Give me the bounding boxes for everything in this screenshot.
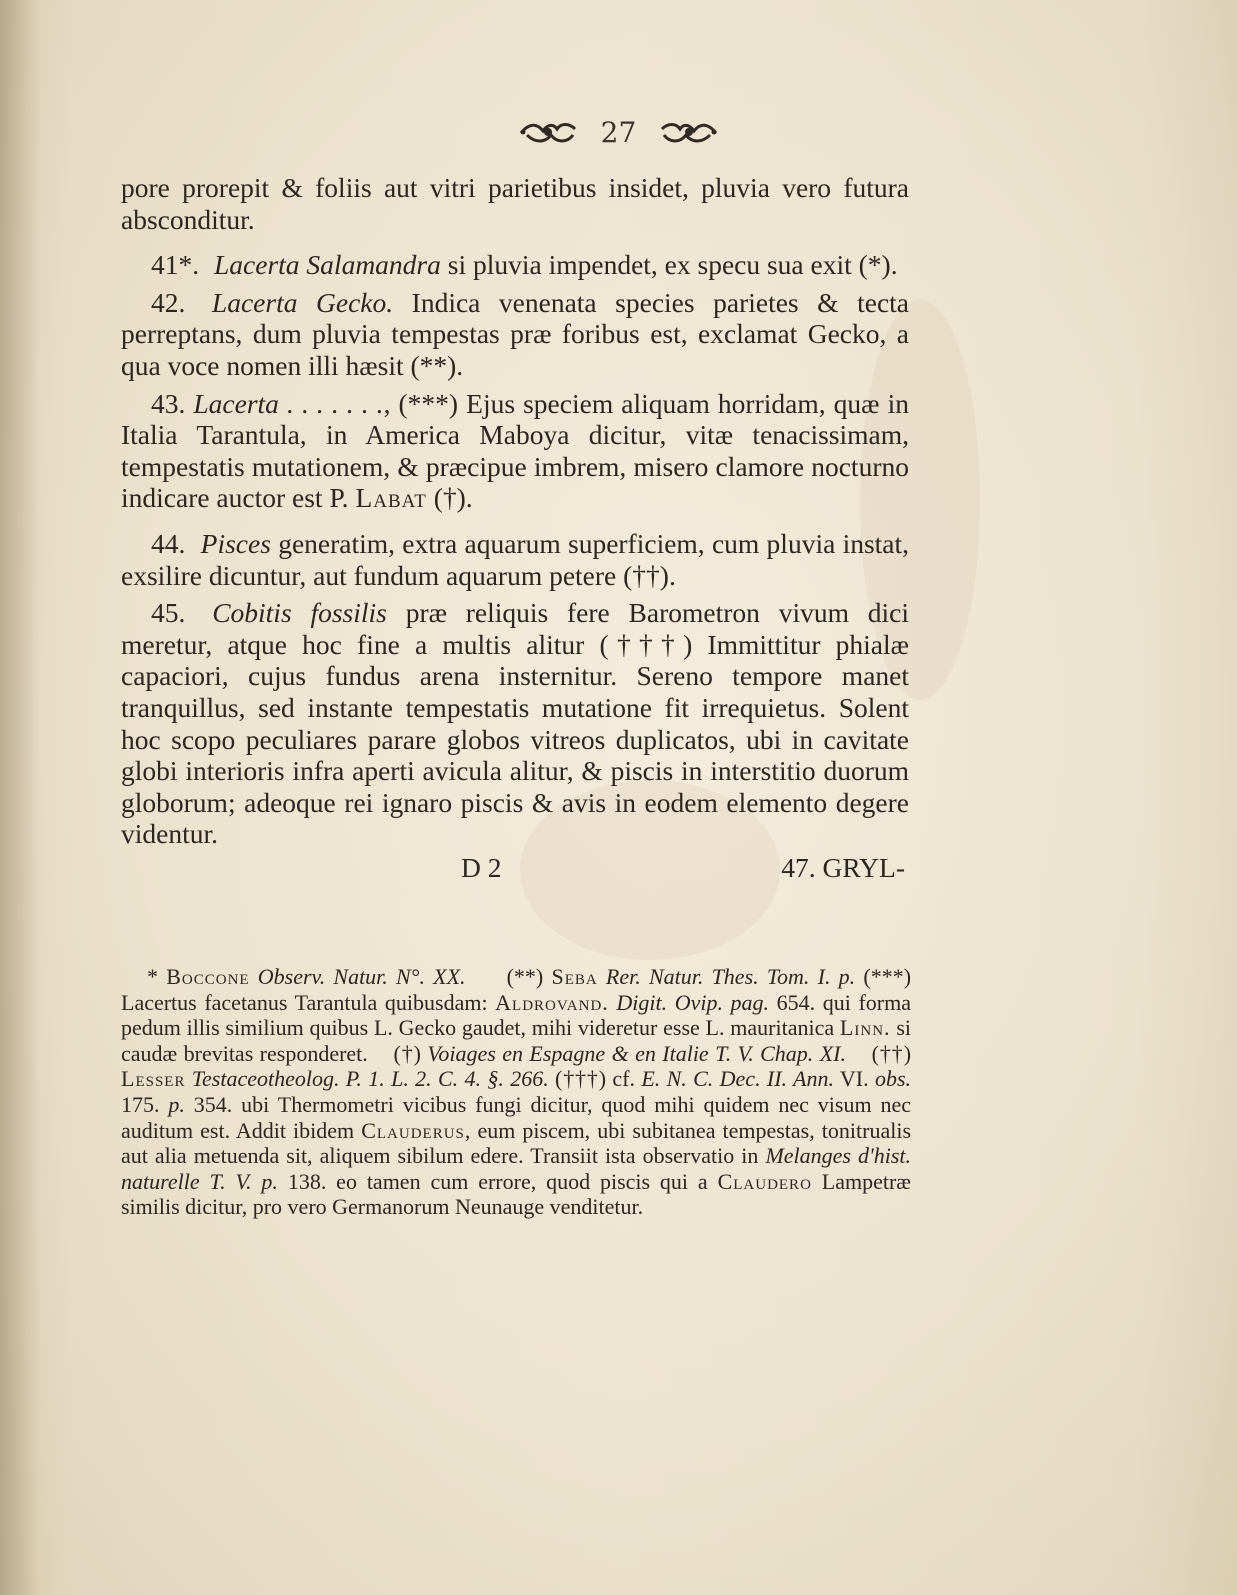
signature-mark: D 2: [461, 851, 502, 883]
paragraph-text: generatim, extra aquarum superficiem, cum pluvia instat, exsilire dicuntur, aut fundum aquarum petere (††).: [121, 527, 910, 591]
species-name: Lacerta . . . . . . .: [193, 387, 384, 419]
footnote-citation: E. N. C. Dec. II. Ann.: [641, 1066, 834, 1092]
signature-line: [121, 852, 909, 884]
paragraph-43: [121, 388, 909, 514]
footnote-citation: Observ. Natur. N°. XX.: [257, 964, 466, 989]
paragraph-42: [121, 287, 909, 382]
footnote-text: 354. ubi Thermometri vicibus fungi dicitur, quod mihi quidem nec visum nec auditum est. Addit ibidem: [121, 1091, 912, 1143]
footnote-author: Claudero: [717, 1168, 812, 1194]
paragraph-number: 44.: [151, 527, 186, 559]
page-number: 27: [600, 115, 637, 149]
footnote-text: 138. eo tamen cum errore, quod piscis qui a: [287, 1168, 708, 1194]
paragraph-text: Indica venenata species parietes & tecta perreptans, dum pluvia tempestas præ foribus est, exclamat Gecko, a qua voce nomen illi hæsit (**).: [121, 286, 910, 381]
footnote-text: Lampetræ similis dicitur, pro vero Germanorum Neunauge venditetur.: [121, 1168, 911, 1220]
footnote-text: 654. qui forma pedum illis similium quibus L. Gecko gaudet, mihi videretur esse L. mauritanica: [121, 989, 911, 1041]
catchword: 47. GRYL-: [781, 851, 905, 883]
paragraph-45: [121, 597, 909, 850]
footnote-text: (***) Lacertus facetanus Tarantula quibusdam:: [121, 964, 912, 1015]
page-header: [0, 112, 1237, 152]
footnote-citation: obs.: [874, 1066, 912, 1092]
footnote-citation: Voiages en Espagne & en Italie T. V. Chap. XI.: [427, 1040, 846, 1066]
footnote-text: VI.: [839, 1066, 869, 1092]
paragraph-number: 42.: [151, 286, 186, 318]
footnote-marker: *: [147, 964, 167, 989]
binding-shadow: [0, 0, 40, 1595]
footnote-author: Lesser: [121, 1066, 186, 1092]
footnote-citation: Rer. Natur. Thes. Tom. I. p.: [605, 964, 856, 989]
footnote-marker: (††): [871, 1040, 912, 1066]
footnote-author: Clauderus: [361, 1117, 465, 1143]
footnote-citation: Digit. Ovip. pag.: [616, 989, 770, 1015]
fleuron-ornament-right-icon: [658, 117, 720, 147]
footnote-text: 175.: [121, 1091, 160, 1117]
fleuron-ornament-left-icon: [517, 117, 579, 147]
footnote-author: Boccone: [166, 964, 250, 989]
paragraph-number: 43.: [151, 387, 186, 419]
paragraph-text: præ reliquis fere Barometron vivum dici meretur, atque hoc fine a multis alitur (†††) Immittitur phialæ capaciori, cujus fundus arena insternitur. Sereno tempore manet tranquillus, sed instante tempestatis mutatione fit irrequietus. Solent hoc scopo peculiares parare globos vitreos duplicatos, ubi in cavitate globi interioris infra aperti avicula alitur, & piscis in interstitio duorum globorum; adeoque rei ignaro piscis & avis in eodem elemento degere videntur.: [121, 597, 910, 850]
species-name: Pisces: [200, 527, 271, 559]
species-name: Lacerta Gecko.: [211, 286, 394, 318]
footnote-author: Aldrovand.: [495, 989, 609, 1015]
footnote-citation: Melanges d'hist. naturelle T. V. p.: [121, 1143, 911, 1194]
main-text: [121, 172, 909, 883]
footnote-author: Linn.: [839, 1015, 891, 1041]
footnote-author: Seba: [551, 964, 598, 989]
species-name: Cobitis fossilis: [212, 597, 387, 629]
species-name: Lacerta Salamandra: [214, 249, 441, 281]
footnote-citation: p.: [168, 1091, 185, 1117]
footnote-text: , eum piscem, ubi subitanea tempestas, tonitrualis aut alia metuenda sit, aliquem sibilum edere. Transiit ista observatio in: [121, 1117, 912, 1169]
paragraph-text: , (***) Ejus speciem aliquam horridam, quæ in Italia Tarantula, in America Maboya dicitur, vitæ tenacissimam, tempestatis mutationem, & præcipue imbrem, misero clamore nocturno indicare auctor est P.: [121, 387, 909, 514]
paragraph-number: 41*.: [151, 249, 200, 281]
footnote-block: [121, 964, 911, 1220]
footnote-citation: Testaceotheolog. P. 1. L. 2. C. 4. §. 266.: [191, 1066, 549, 1092]
paragraph-number: 45.: [151, 597, 186, 629]
footnote-marker: (**): [506, 964, 552, 989]
paragraph-41: [121, 249, 909, 281]
footnotes: [121, 964, 911, 1220]
paragraph-text: (†).: [433, 482, 473, 514]
footnote-marker: (†): [393, 1040, 421, 1066]
paragraph-continuation: pore prorepit & foliis aut vitri parietibus insidet, pluvia vero futura absconditur.: [121, 172, 909, 235]
paragraph-44: [121, 528, 909, 591]
paragraph-text: si pluvia impendet, ex specu sua exit (*).: [447, 249, 898, 281]
author-name: Labat: [355, 482, 427, 514]
footnote-marker: (†††) cf.: [555, 1066, 635, 1092]
footnote-text: si caudæ brevitas responderet.: [121, 1015, 912, 1066]
